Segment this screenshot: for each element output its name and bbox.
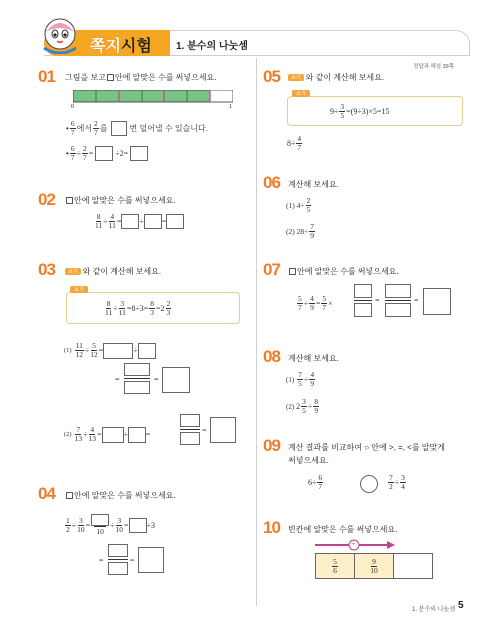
answer-numerator-box[interactable] <box>180 414 200 427</box>
q05-number: 05 <box>263 67 280 86</box>
answer-numerator-box[interactable] <box>108 544 128 557</box>
axis-start: 0 <box>71 104 74 110</box>
answer-box[interactable] <box>162 367 190 393</box>
answer-box[interactable] <box>128 427 146 443</box>
q10-table <box>315 553 433 579</box>
footer-unit: 1. 분수의 나눗셈 <box>412 607 456 613</box>
q06-prompt: 계산해 보세요. <box>288 180 339 189</box>
q07-number: 07 <box>263 260 280 279</box>
q04-number: 04 <box>38 484 55 503</box>
equals: = <box>99 556 104 565</box>
q01-number: 01 <box>38 67 55 86</box>
fraction-line <box>108 559 128 560</box>
mascot-icon <box>40 14 80 54</box>
q04-prompt: 안에 알맞은 수를 써넣으세요. <box>65 490 176 501</box>
q04-equation: $\frac{1}{2}$ ÷ $\frac{3}{10}$ = 10 ÷ $\frac{3}{10}$ = ÷3 <box>66 515 155 536</box>
q03-number: 03 <box>38 260 55 279</box>
answer-box[interactable] <box>103 343 133 359</box>
answer-ref: 정답과 해설 39쪽 <box>413 64 455 70</box>
table-cell: $\frac{5}{6}$ <box>316 554 355 578</box>
answer-denominator-box[interactable] <box>385 303 411 317</box>
answer-box[interactable] <box>138 547 164 573</box>
answer-numerator-box[interactable] <box>385 284 411 298</box>
fraction-line <box>180 429 200 430</box>
q10-prompt: 빈칸에 알맞은 수를 써넣으세요. <box>288 525 398 534</box>
header-brand: 쪽지시험 <box>90 38 152 55</box>
q02-equation: $\frac{8}{11}$ ÷ $\frac{4}{11}$ = ÷ = <box>94 213 184 230</box>
q03-part2: (2) $\frac{7}{13}$ ÷ $\frac{4}{13}$ = ÷ = <box>64 425 151 443</box>
q06-part1: (1) 4÷ $\frac{2}{5}$ <box>286 196 311 214</box>
square-icon <box>107 74 114 81</box>
answer-box[interactable] <box>144 214 162 229</box>
q09-number: 09 <box>263 436 280 455</box>
square-icon <box>289 268 296 275</box>
q01-bullet2: • $\frac{6}{7}$ ÷ $\frac{2}{7}$ = ÷2= <box>66 145 150 162</box>
answer-denominator-box[interactable] <box>108 562 128 575</box>
q08-part2: (2) 2 $\frac{3}{5}$ ÷ $\frac{8}{9}$ <box>286 397 319 415</box>
q02-number: 02 <box>38 190 55 209</box>
q02-prompt: 안에 알맞은 수를 써넣으세요. <box>65 195 176 206</box>
fraction-line <box>124 378 150 379</box>
q05-task: 8÷ $\frac{4}{7}$ <box>287 134 302 152</box>
q09-left-expr: 6÷ $\frac{6}{7}$ <box>308 473 323 491</box>
q03-example: $\frac{8}{11}$ ÷ $\frac{3}{11}$ =8÷3= $\frac{8}{3}$ = 2 $\frac{2}{3}$ <box>105 299 171 317</box>
table-cell: $\frac{9}{10}$ <box>355 554 394 578</box>
answer-box[interactable] <box>130 146 148 161</box>
q03-part1: (1) $\frac{11}{12}$ ÷ $\frac{5}{12}$ = ÷ <box>64 342 156 359</box>
equals: = <box>130 556 135 565</box>
answer-box[interactable] <box>210 417 236 443</box>
unit-title: 1. 분수의 나눗셈 <box>176 41 248 52</box>
answer-box[interactable] <box>138 343 156 359</box>
q06-number: 06 <box>263 173 280 192</box>
q09-prompt-line2: 써넣으세요. <box>288 456 329 465</box>
answer-denominator-box[interactable] <box>354 303 372 317</box>
q01-prompt: 그림을 보고 안에 알맞은 수를 써넣으세요. <box>65 73 217 82</box>
q08-number: 08 <box>263 347 280 366</box>
fraction-bar <box>73 90 233 103</box>
q07-prompt: 안에 알맞은 수를 써넣으세요. <box>288 266 399 277</box>
q01-bullet1: • $\frac{6}{7}$ 에서 $\frac{2}{7}$ 를 번 덜어낼 수 있습니다. <box>66 119 208 137</box>
fraction-line <box>385 300 411 301</box>
divide-operator: ÷ <box>351 539 356 548</box>
answer-denominator-box[interactable] <box>124 381 150 394</box>
answer-box[interactable] <box>102 427 124 443</box>
square-icon <box>66 492 73 499</box>
answer-box[interactable] <box>111 121 127 136</box>
fraction-line <box>354 300 372 301</box>
square-icon <box>66 197 73 204</box>
answer-box[interactable] <box>166 214 184 229</box>
answer-numerator-box[interactable] <box>124 363 150 376</box>
q03-prompt: 보기 와 같이 계산해 보세요. <box>65 266 161 277</box>
axis-end: 1 <box>229 104 232 110</box>
answer-numerator-box[interactable] <box>354 284 372 298</box>
q06-part2: (2) 28÷ $\frac{7}{9}$ <box>286 222 314 240</box>
q08-part1: (1) $\frac{7}{5}$ ÷ $\frac{4}{9}$ <box>286 370 315 388</box>
q05-prompt: 보기 와 같이 계산해 보세요. <box>288 72 384 83</box>
q10-number: 10 <box>263 518 280 537</box>
answer-numerator-box[interactable] <box>91 514 109 526</box>
q08-prompt: 계산해 보세요. <box>288 354 339 363</box>
answer-box[interactable] <box>121 214 139 229</box>
answer-cell[interactable] <box>394 554 432 578</box>
answer-box[interactable] <box>423 288 451 315</box>
equals: = <box>115 375 120 384</box>
q07-equation: $\frac{5}{7}$ ÷ $\frac{4}{9}$ = $\frac{5}{7}$ × <box>298 294 333 312</box>
column-divider <box>256 58 257 606</box>
equals: = <box>414 296 419 305</box>
equals: = <box>154 375 159 384</box>
equals: = <box>202 426 207 435</box>
q09-right-expr: $\frac{7}{2}$ ÷ $\frac{3}{4}$ <box>389 473 405 491</box>
page-number: 5 <box>458 600 464 611</box>
answer-denominator-box[interactable] <box>180 432 200 445</box>
q03-bogi-tag: 보기 <box>70 286 88 293</box>
answer-box[interactable] <box>129 518 147 533</box>
equals: = <box>375 296 380 305</box>
q05-example: 9÷ $\frac{3}{5}$ =(9÷3)×5=15 <box>330 102 390 120</box>
q09-prompt-line1: 계산 결과를 비교하여 ○ 안에 >, =, <를 알맞게 <box>288 443 445 452</box>
answer-box[interactable] <box>95 146 113 161</box>
q05-bogi-tag: 보기 <box>292 90 310 97</box>
compare-circle[interactable] <box>360 475 378 493</box>
